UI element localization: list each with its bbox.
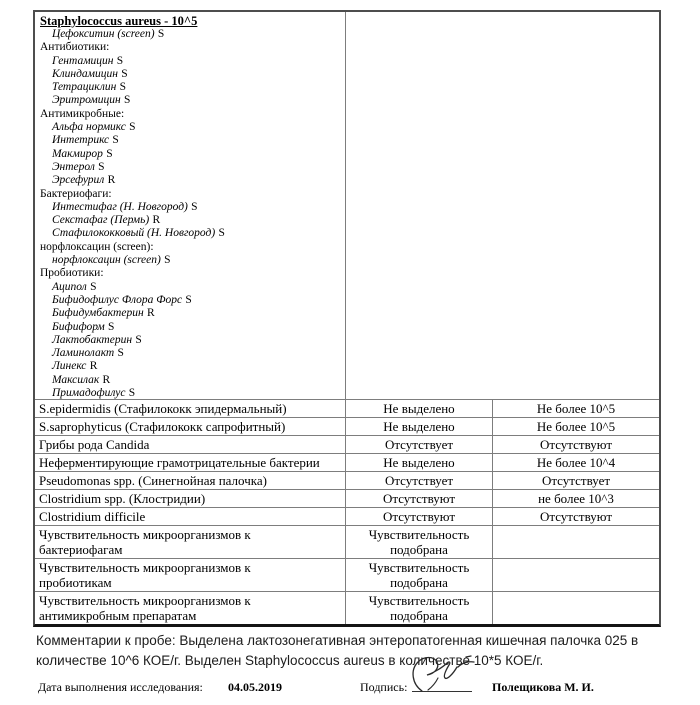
drug-name: Примадофилус (52, 387, 126, 399)
antibiogram-drug-line (39, 28, 342, 41)
antibiogram-drug-line (39, 227, 342, 240)
result-rows (35, 400, 659, 624)
row-reference-value: Не более 10^5 (536, 419, 616, 434)
row-reference-value: Отсутствуют (539, 437, 613, 452)
sensitivity-marker: R (87, 360, 98, 373)
organism-title: Staphylococcus aureus - 10^5 (40, 14, 198, 28)
drug-name: Альфа нормикс (52, 121, 126, 134)
drug-name: Гентамицин (52, 54, 114, 67)
sensitivity-marker: S (110, 134, 119, 147)
antibiogram-group-label (39, 241, 342, 254)
group-label-text: норфлоксацин (screen): (40, 240, 154, 253)
row-organism-name: S.saprophyticus (Стафилококк сапрофитный) (35, 418, 346, 435)
drug-name: Макмирор (52, 147, 103, 160)
row-organism-name: Pseudomonas spp. (Синегнойная палочка) (35, 472, 346, 489)
group-label-text: Пробиотики: (40, 267, 104, 280)
table-row (35, 592, 659, 624)
drug-name: Интестифаг (Н. Новгород) (52, 200, 188, 213)
sensitivity-marker: S (95, 160, 105, 173)
sensitivity-marker: S (183, 293, 192, 306)
drug-name: Эритромицин (52, 94, 121, 107)
row-organism-name: Clostridium spp. (Клостридии) (35, 490, 346, 507)
row-result-value: Не выделено (346, 400, 493, 417)
sensitivity-marker: S (115, 347, 124, 360)
signature-scribble (408, 654, 494, 694)
drug-name: Ламинолакт (52, 347, 115, 360)
drug-name: Аципол (52, 280, 87, 293)
sensitivity-marker: S (216, 227, 225, 240)
antibiogram-drug-line (39, 174, 342, 187)
antibiogram-drug-line (39, 121, 342, 134)
drug-name: Цефокситин (screen) (52, 28, 155, 40)
antibiogram-drug-line (39, 334, 342, 347)
antibiogram-drug-line (39, 321, 342, 334)
table-row (35, 418, 659, 436)
drug-name: Эрсефурил (52, 174, 105, 187)
report-footer (38, 680, 668, 702)
row-organism-name: Чувствительность микроорганизмов к антимикробным препаратам (35, 592, 346, 624)
drug-name: Линекс (52, 360, 87, 373)
table-row (35, 490, 659, 508)
row-organism-name: S.epidermidis (Стафилококк эпидермальный) (35, 400, 346, 417)
row-result-value: Отсутствует (346, 472, 493, 489)
organism-antibiogram-lines (39, 28, 342, 399)
row-reference-value: не более 10^3 (538, 491, 614, 506)
antibiogram-drug-line (39, 201, 342, 214)
drug-name: Бифидофилус Флора Форс (52, 293, 183, 306)
row-result-value: Не выделено (346, 454, 493, 471)
antibiogram-drug-line (39, 307, 342, 320)
antibiogram-drug-line (39, 254, 342, 267)
sensitivity-marker: S (161, 254, 171, 267)
sensitivity-marker: R (105, 174, 116, 187)
drug-name: Лактобактерин (52, 333, 133, 346)
antibiogram-drug-line (39, 94, 342, 107)
group-label-text: Бактериофаги: (40, 187, 112, 200)
row-reference-value: Отсутствуют (539, 509, 613, 524)
table-row (35, 454, 659, 472)
group-label-text: Антимикробные: (40, 107, 125, 120)
table-row (35, 472, 659, 490)
antibiogram-drug-line (39, 148, 342, 161)
drug-name: Бифиформ (52, 320, 105, 333)
row-reference-value (493, 592, 659, 624)
drug-name: норфлоксацин (screen) (52, 254, 161, 267)
sensitivity-marker: S (105, 320, 115, 333)
antibiogram-drug-line (39, 68, 342, 81)
antibiogram-drug-line (39, 161, 342, 174)
group-label-text: Антибиотики: (40, 41, 110, 54)
antibiogram-drug-line (39, 294, 342, 307)
date-performed-label: Дата выполнения исследования: (38, 680, 203, 694)
sensitivity-marker: S (126, 387, 136, 399)
antibiogram-drug-line (39, 55, 342, 68)
table-row (35, 508, 659, 526)
sensitivity-marker: S (121, 94, 131, 107)
drug-name: Интетрикс (52, 134, 110, 147)
empty-cell (346, 12, 659, 399)
antibiogram-group-label (39, 108, 342, 121)
drug-name: Бифидумбактерин (52, 307, 144, 320)
sample-comments: Комментарии к пробе: Выделена лактозонегативная энтеропатогенная кишечная палочка 025 в количестве 10^6 КОЕ/г. Выделен Staphylococcus aureus в количестве 10*5 КОЕ/г. (36, 633, 639, 668)
row-result-value: Чувствительность подобрана (346, 526, 493, 558)
row-result-value: Чувствительность подобрана (346, 592, 493, 624)
table-row (35, 400, 659, 418)
sensitivity-marker: R (144, 307, 155, 320)
table-row (35, 559, 659, 592)
antibiogram-drug-line (39, 281, 342, 294)
row-organism-name: Чувствительность микроорганизмов к бактериофагам (35, 526, 346, 558)
row-reference-value (493, 559, 659, 591)
row-organism-name: Clostridium difficile (35, 508, 346, 525)
antibiogram-group-label (39, 41, 342, 54)
drug-name: Тетрациклин (52, 81, 117, 94)
row-result-value: Чувствительность подобрана (346, 559, 493, 591)
antibiogram-drug-line (39, 81, 342, 94)
signature-name: Полещикова М. И. (492, 680, 594, 694)
antibiogram-drug-line (39, 214, 342, 227)
antibiogram-drug-line (39, 387, 342, 399)
sensitivity-marker: R (150, 214, 161, 227)
sensitivity-marker: S (155, 28, 165, 40)
drug-name: Стафилококковый (Н. Новгород) (52, 227, 216, 240)
sensitivity-marker: R (100, 373, 111, 386)
antibiogram-drug-line (39, 374, 342, 387)
row-result-value: Отсутствует (346, 436, 493, 453)
drug-name: Клиндамицин (52, 67, 118, 80)
row-result-value: Не выделено (346, 418, 493, 435)
row-reference-value: Не более 10^4 (536, 455, 616, 470)
row-result-value: Отсутствуют (346, 490, 493, 507)
row-organism-name: Грибы рода Candida (35, 436, 346, 453)
row-organism-name: Чувствительность микроорганизмов к пробиотикам (35, 559, 346, 591)
table-row (35, 526, 659, 559)
organism-antibiogram-cell (35, 12, 346, 399)
drug-name: Максилак (52, 373, 100, 386)
sensitivity-marker: S (103, 147, 113, 160)
signature-label: Подпись: (360, 680, 408, 694)
results-table (33, 10, 661, 627)
antibiogram-drug-line (39, 134, 342, 147)
sensitivity-marker: S (117, 81, 127, 94)
sensitivity-marker: S (126, 121, 136, 134)
sensitivity-marker: S (133, 333, 142, 346)
row-result-value: Отсутствуют (346, 508, 493, 525)
organism-antibiogram-row (35, 12, 659, 400)
row-reference-value (493, 526, 659, 558)
date-performed-value: 04.05.2019 (228, 680, 282, 694)
antibiogram-drug-line (39, 347, 342, 360)
drug-name: Энтерол (52, 160, 95, 173)
antibiogram-group-label (39, 188, 342, 201)
sensitivity-marker: S (114, 54, 124, 67)
sensitivity-marker: S (87, 280, 97, 293)
antibiogram-drug-line (39, 360, 342, 373)
drug-name: Секстафаг (Пермь) (52, 214, 150, 227)
sensitivity-marker: S (188, 200, 198, 213)
row-reference-value: Отсутствует (541, 473, 611, 488)
table-row (35, 436, 659, 454)
row-reference-value: Не более 10^5 (536, 401, 616, 416)
sensitivity-marker: S (118, 67, 128, 80)
row-organism-name: Неферментирующие грамотрицательные бактерии (35, 454, 346, 471)
antibiogram-group-label (39, 267, 342, 280)
